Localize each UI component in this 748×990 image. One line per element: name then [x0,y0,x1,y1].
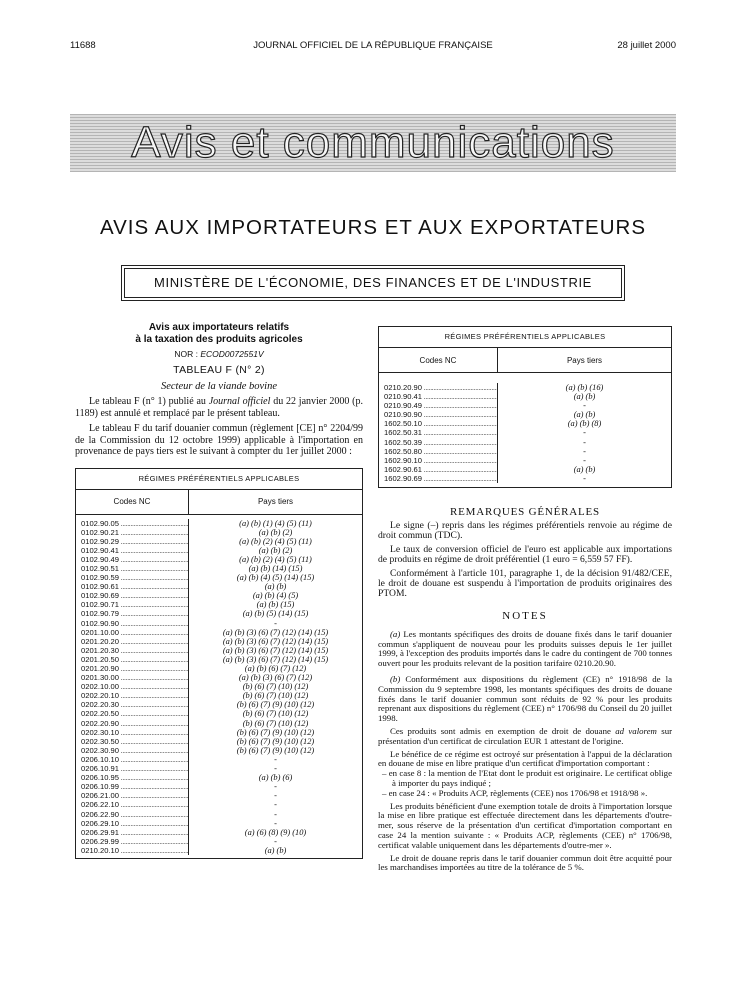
nc-code: 0201.10.00 ..... [76,628,188,637]
pays-tiers-value: (a) (b) [573,464,596,474]
pays-tiers-value: (a) (b) (3) (6) (7) (12) [238,673,313,683]
nc-code: 0210.90.49 ..... [379,401,497,410]
pays-tiers-value: (a) (b) (2) [258,527,293,537]
nc-code: 0206.10.10 ..... [76,755,188,764]
tariff-table-right [378,326,672,488]
note-b-case-24: – en case 24 : « Produits ACP, règlements (CEE) nos 1706/98 et 1918/98 ». [382,787,648,798]
nc-code: 0206.10.95 ..... [76,773,188,782]
nc-code: 0102.90.21 ..... [76,528,188,537]
notice-title-line2: à la taxation des produits agricoles [135,334,303,345]
nc-code: 0202.10.00 ..... [76,682,188,691]
pays-tiers-value: (b) (6) (7) (9) (10) (12) [236,736,315,746]
nc-code: 0102.90.05 ..... [76,519,188,528]
pays-column [189,519,362,855]
nc-code: 0206.21.00 ..... [76,791,188,800]
pays-tiers-value: - [274,818,277,828]
pays-tiers-value: (a) (b) (4) (5) (14) (15) [236,573,315,583]
nc-code: 0210.20.90 ..... [379,383,497,392]
pays-tiers-value: (a) (b) (8) [567,419,602,429]
pays-tiers-value: (a) (b) [264,582,287,592]
nor-code: ECOD0072551V [200,349,264,359]
nc-code: 1602.90.69 ..... [379,474,497,483]
page-header [70,40,676,54]
nc-code: 0102.90.69 ..... [76,591,188,600]
codes-column [379,383,498,483]
nc-code: 0201.20.20 ..... [76,637,188,646]
pays-tiers-value: - [274,836,277,846]
intro-paragraph-1: Le tableau F (n° 1) publié au Journal officiel du 22 janvier 2000 (p. 1189) est annulé et remplacé par le présent tableau. [75,396,364,419]
pays-tiers-value: (a) (b) (6) (7) (12) [244,664,307,673]
nc-code: 0210.20.10 ..... [76,846,188,855]
nc-code: 0210.90.90 ..... [379,410,497,419]
nor-label: NOR : [174,349,198,359]
nc-code: 0201.20.90 ..... [76,664,188,673]
note-b-exemption: Ces produits sont admis en exemption de droit de douane ad valorem sur présentation d'un certificat de circulation EUR 1 attestant de l'origine. [378,726,673,746]
page-number: 11688 [70,40,96,51]
col-header-codes: Codes NC [379,348,498,372]
pays-tiers-value: (a) (b) (15) [256,600,295,610]
remarques-title: REMARQUES GÉNÉRALES [450,506,600,519]
intro-paragraph-2: Le tableau F du tarif douanier commun (règlement [CE] n° 2204/99 de la Commission du 12 octobre 1999) applicable à l'importation en provenance de pays tiers est le suivant à compter du 1er juillet 2000 : [75,423,363,457]
pays-tiers-value: (a) (b) (3) (6) (7) (12) (14) (15) [222,645,329,655]
nc-code: 0102.90.90 ..... [76,619,188,628]
nc-code: 0206.10.91 ..... [76,764,188,773]
pays-tiers-value: (b) (6) (7) (9) (10) (12) [236,700,315,710]
pays-tiers-value: - [583,473,586,483]
pays-tiers-value: (b) (6) (7) (10) (12) [242,718,309,728]
nc-code: 0206.22.90 ..... [76,810,188,819]
pays-tiers-value: - [274,800,277,810]
section-banner [70,114,676,172]
nc-code: 0206.22.10 ..... [76,800,188,809]
pays-tiers-value: - [274,764,277,774]
banner-title: Avis et communications [131,118,615,167]
pays-tiers-value: - [274,782,277,792]
nc-code: 1602.50.10 ..... [379,419,497,428]
nc-code: 0206.29.91 ..... [76,828,188,837]
remarque-3: Conformément à l'article 101, paragraphe 1, de la décision 91/482/CEE, le droit de douane est suspendu à l'importation de produits originaires des PTOM. [378,567,672,600]
nc-code: 0202.20.50 ..... [76,709,188,718]
nc-code: 0102.90.59 ..... [76,573,188,582]
note-b: (b) Conformément aux dispositions du règlement (CE) n° 1918/98 de la Commission du 9 septembre 1998, les montants spécifiques des droits de douane fixés dans le tarif douanier commun sont réduits de 92 % pour les produits reprenant aux dispositions du règlement (CEE) n° 1706/98 du Conseil du 20 juillet 1998. [378,674,673,724]
codes-column [76,519,189,855]
pays-tiers-value: - [583,446,586,456]
pays-tiers-value: (a) (b) [573,392,596,402]
pays-tiers-value: (b) (6) (7) (10) (12) [242,709,309,719]
pays-tiers-value: (a) (b) (16) [565,383,604,392]
pays-tiers-value: - [274,809,277,819]
pays-tiers-value: (a) (b) (3) (6) (7) (12) (14) (15) [222,627,329,637]
right-column [378,326,672,873]
pays-column [498,383,671,483]
pays-tiers-value: (a) (b) (3) (6) (7) (12) (14) (15) [222,654,329,664]
pays-tiers-value: (b) (6) (7) (9) (10) (12) [236,745,315,755]
nc-code: 0102.90.79 ..... [76,609,188,618]
pays-tiers-value: - [583,428,586,438]
nc-code: 1602.90.61 ..... [379,465,497,474]
nc-code: 0201.30.00 ..... [76,673,188,682]
pays-tiers-value: - [274,618,277,628]
remarque-1: Le signe (–) repris dans les régimes préférentiels renvoie au régime de droit commun (TDC). [378,520,672,542]
remarque-2: Le taux de conversion officiel de l'euro est applicable aux importations de produits en régime de droit préférentiel (1 euro = 6,559 57 FF). [378,543,672,566]
pays-tiers-value: (a) (b) (2) (4) (5) (11) [239,554,312,564]
note-b-tolerance: Le droit de douane repris dans le tarif douanier commun doit être acquitté pour les marchandises importées au titre de la tolérance de 5 %. [378,852,672,873]
nc-code: 0102.90.29 ..... [76,537,188,546]
note-b-benefice: Le bénéfice de ce régime est octroyé sur présentation à l'appui de la déclaration en douane de mise en libre pratique d'un certificat d'importation comportant : [378,748,672,769]
nc-code: 0201.20.30 ..... [76,646,188,655]
issue-date: 28 juillet 2000 [617,40,676,51]
nc-code: 1602.50.80 ..... [379,447,497,456]
pays-tiers-value: (a) (b) (1) (4) (5) (11) [239,518,312,528]
pays-tiers-value: (a) (b) [264,845,287,855]
nc-code: 0201.20.50 ..... [76,655,188,664]
pays-tiers-value: (a) (b) (3) (6) (7) (12) (14) (15) [222,636,329,646]
col-header-codes: Codes NC [76,490,189,514]
table-header-regimes: RÉGIMES PRÉFÉRENTIELS APPLICABLES [379,327,671,348]
sector-subtitle: Secteur de la viande bovine [160,381,278,392]
note-a: (a) Les montants spécifiques des droits de douane fixés dans le tarif douanier commun s'appliquent de nouveau pour les produits suisses depuis le 1er juillet 1999, à l'exception des produits importés dans le cadre du contingent de 700 tonnes ouvert pour les produits relevant de la position tarifaire 0210.20.90. [378,628,672,669]
nc-code: 0206.29.99 ..... [76,837,188,846]
pays-tiers-value: (a) (6) (8) (9) (10) [244,827,307,837]
pays-tiers-value: - [583,455,586,465]
pays-tiers-value: (a) (b) (14) (15) [248,563,303,573]
nc-code: 0102.90.71 ..... [76,600,188,609]
nc-code: 1602.50.31 ..... [379,428,497,437]
pays-tiers-value: (b) (6) (7) (10) (12) [242,691,309,701]
left-column [75,322,363,859]
pays-tiers-value: (a) (b) (5) (14) (15) [242,609,309,619]
table-column-headers [379,348,671,373]
nc-code: 0102.90.51 ..... [76,564,188,573]
pays-tiers-value: (a) (b) (4) (5) [252,591,299,601]
nc-code: 0202.30.90 ..... [76,746,188,755]
ministry-box: MINISTÈRE DE L'ÉCONOMIE, DES FINANCES ET DE L'INDUSTRIE [124,268,622,298]
nc-code: 0202.30.50 ..... [76,737,188,746]
nc-code: 0202.20.90 ..... [76,719,188,728]
table-title: TABLEAU F (N° 2) [173,364,265,376]
col-header-pays: Pays tiers [257,497,294,506]
tariff-table-left [75,468,363,859]
nc-code: 0102.90.49 ..... [76,555,188,564]
nc-code: 0202.20.30 ..... [76,700,188,709]
journal-title: JOURNAL OFFICIEL DE LA RÉPUBLIQUE FRANÇAISE [253,40,493,51]
nc-code: 0102.90.61 ..... [76,582,188,591]
pays-tiers-value: (b) (6) (7) (10) (12) [242,682,309,692]
note-b-case-8: – en case 8 : la mention de l'Etat dont le produit est originaire. Le certificat oblige à importer du pays indiqué ; [382,768,672,789]
pays-tiers-value: (a) (b) (2) [258,545,293,555]
nc-code: 0102.90.41 ..... [76,546,188,555]
pays-tiers-value: (a) (b) [573,410,596,420]
table-column-headers [76,490,362,515]
pays-tiers-value: - [583,437,586,447]
col-header-pays: Pays tiers [566,355,603,365]
nc-code: 0210.90.41 ..... [379,392,497,401]
note-b-dom: Les produits bénéficient d'une exemption totale de droits à l'importation lorsque la mise en libre pratique est effectuée directement dans les départements d'outre-mer, sous réserve de la présentation d'un certificat d'importation comportant en case 24 la mention suivante : « Produits ACP, règlements (CEE) n° 1706/98, certificat valable uniquement dans les départements d'outre-mer ». [378,800,672,850]
notice-title-line1: Avis aux importateurs relatifs [148,322,290,333]
pays-tiers-value: (b) (6) (7) (9) (10) (12) [236,727,315,737]
pays-tiers-value: (a) (b) (2) (4) (5) (11) [239,536,312,546]
notes-title: NOTES [502,609,548,622]
pays-tiers-value: (a) (b) (6) [258,773,293,783]
nc-code: 0202.20.10 ..... [76,691,188,700]
pays-tiers-value: - [583,401,586,411]
nc-code: 0202.30.10 ..... [76,728,188,737]
pays-tiers-value: - [274,791,277,801]
nc-code: 1602.90.10 ..... [379,456,497,465]
nc-code: 0206.29.10 ..... [76,819,188,828]
nor-reference [75,349,363,359]
nc-code: 1602.50.39 ..... [379,438,497,447]
pays-tiers-value: - [274,754,277,764]
nc-code: 0206.10.99 ..... [76,782,188,791]
section-title: AVIS AUX IMPORTATEURS ET AUX EXPORTATEURS [99,216,647,239]
table-header-regimes: RÉGIMES PRÉFÉRENTIELS APPLICABLES [76,469,362,490]
